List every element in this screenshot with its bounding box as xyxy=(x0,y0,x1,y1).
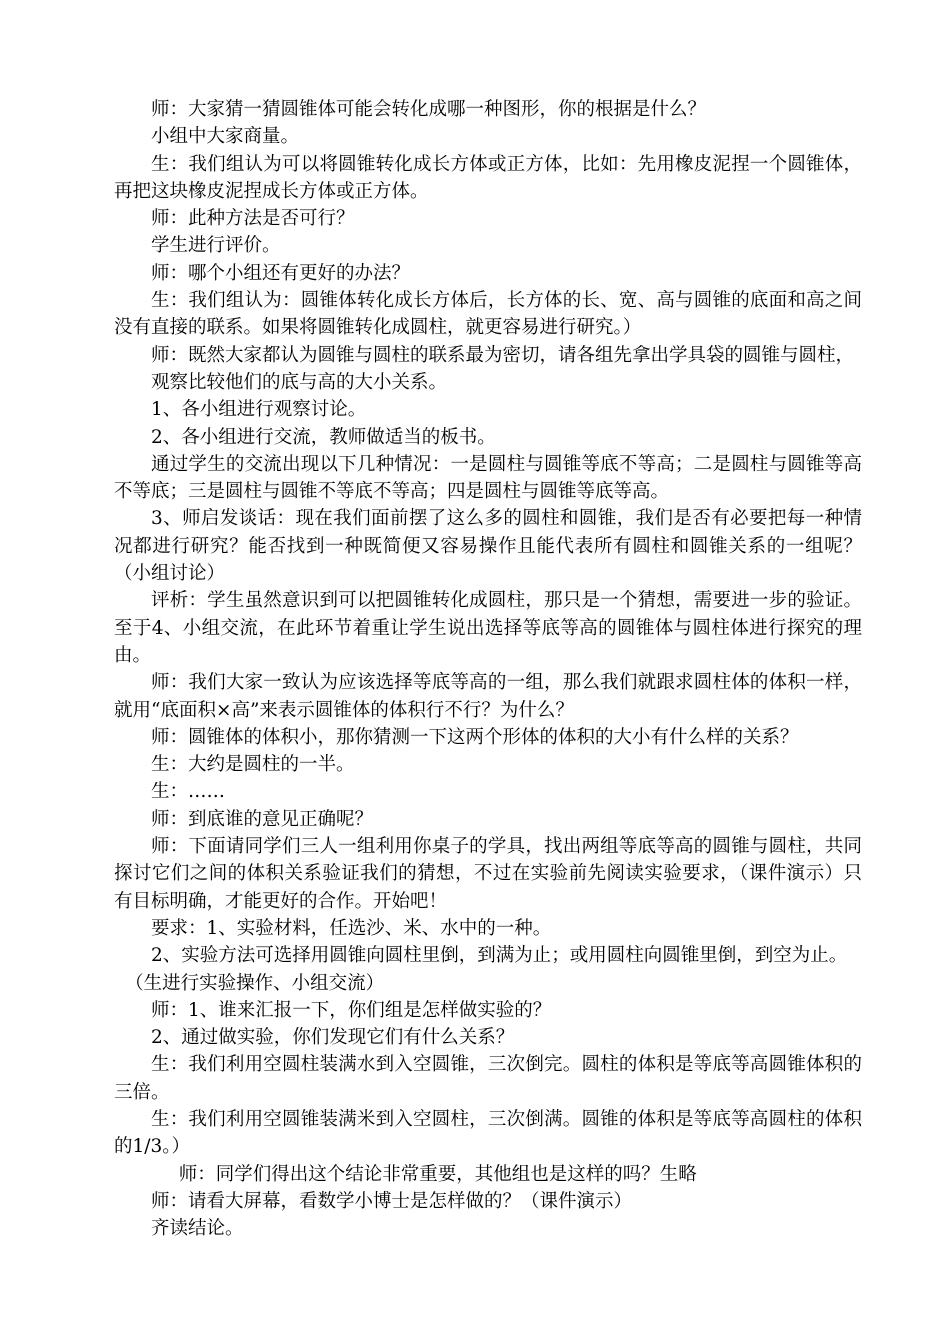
document-page xyxy=(114,96,862,1242)
paragraph: 生：我们组认为：圆锥体转化成长方体后，长方体的长、宽、高与圆锥的底面和高之间没有直接的联系。如果将圆锥转化成圆柱，就更容易进行研究。） xyxy=(114,290,862,339)
paragraph: 观察比较他们的底与高的大小关系。 xyxy=(151,371,448,393)
paragraph: 评析：学生虽然意识到可以把圆锥转化成圆柱，那只是一个猜想，需要进一步的验证。至于4、小组交流，在此环节着重让学生说出选择等底等高的圆锥体与圆柱体进行探究的理由。 xyxy=(114,590,862,666)
paragraph: 生：我们利用空圆柱装满水到入空圆锥，三次倒完。圆柱的体积是等底等高圆锥体积的三倍。 xyxy=(114,1054,862,1103)
paragraph: 学生进行评价。 xyxy=(151,235,281,257)
paragraph: 2、通过做实验，你们发现它们有什么关系？ xyxy=(151,1027,515,1049)
paragraph: 3、师启发谈话：现在我们面前摆了这么多的圆柱和圆锥，我们是否有必要把每一种情况都进行研究？能否找到一种既简便又容易操作且能代表所有圆柱和圆锥关系的一组呢？（小组讨论） xyxy=(114,508,862,585)
paragraph: 小组中大家商量。 xyxy=(151,126,300,148)
paragraph: 师：大家猜一猜圆锥体可能会转化成哪一种图形，你的根据是什么？ xyxy=(151,99,707,120)
paragraph: 师：到底谁的意见正确呢？ xyxy=(151,808,374,830)
paragraph: 师：我们大家一致认为应该选择等底等高的一组，那么我们就跟求圆柱体的体积一样，就用“底面积×高”来表示圆锥体的体积行不行？为什么？ xyxy=(114,672,862,721)
paragraph: 师：请看大屏幕，看数学小博士是怎样做的？（课件演示） xyxy=(151,1190,633,1212)
paragraph: 通过学生的交流出现以下几种情况：一是圆柱与圆锥等底不等高；二是圆柱与圆锥等高不等底；三是圆柱与圆锥不等底不等高；四是圆柱与圆锥等底等高。 xyxy=(114,453,862,503)
paragraph: 师：圆锥体的体积小，那你猜测一下这两个形体的体积的大小有什么样的关系？ xyxy=(151,726,799,748)
paragraph: （生进行实验操作、小组交流） xyxy=(125,972,385,994)
paragraph: 师：同学们得出这个结论非常重要，其他组也是这样的吗？生略 xyxy=(178,1163,697,1185)
paragraph: 齐读结论。 xyxy=(151,1218,244,1240)
paragraph: 1、各小组进行观察讨论。 xyxy=(151,399,367,421)
paragraph: 要求：1、实验材料，任选沙、米、水中的一种。 xyxy=(151,917,552,939)
paragraph: 师：既然大家都认为圆锥与圆柱的联系最为密切，请各组先拿出学具袋的圆锥与圆柱， xyxy=(151,344,855,366)
paragraph: 师：此种方法是否可行？ xyxy=(151,208,355,230)
paragraph: 师：1、谁来汇报一下，你们组是怎样做实验的？ xyxy=(151,999,552,1021)
paragraph: 生：…… xyxy=(151,781,226,803)
paragraph: 生：大约是圆柱的一半。 xyxy=(151,754,355,776)
paragraph: 师：哪个小组还有更好的办法？ xyxy=(151,262,411,284)
paragraph: 生：我们组认为可以将圆锥转化成长方体或正方体，比如：先用橡皮泥捏一个圆锥体，再把这块橡皮泥捏成长方体或正方体。 xyxy=(114,153,862,202)
paragraph: 生：我们利用空圆锥装满米到入空圆柱，三次倒满。圆锥的体积是等底等高圆柱的体积的1/3。） xyxy=(114,1108,862,1158)
paragraph: 2、各小组进行交流，教师做适当的板书。 xyxy=(151,426,496,448)
paragraph: 2、实验方法可选择用圆锥向圆柱里倒，到满为止；或用圆柱向圆锥里倒，到空为止。 xyxy=(151,945,848,967)
paragraph: 师：下面请同学们三人一组利用你桌子的学具，找出两组等底等高的圆锥与圆柱，共同探讨它们之间的体积关系验证我们的猜想，不过在实验前先阅读实验要求，（课件演示）只有目标明确，才能更好的合作。开始吧！ xyxy=(114,836,862,912)
